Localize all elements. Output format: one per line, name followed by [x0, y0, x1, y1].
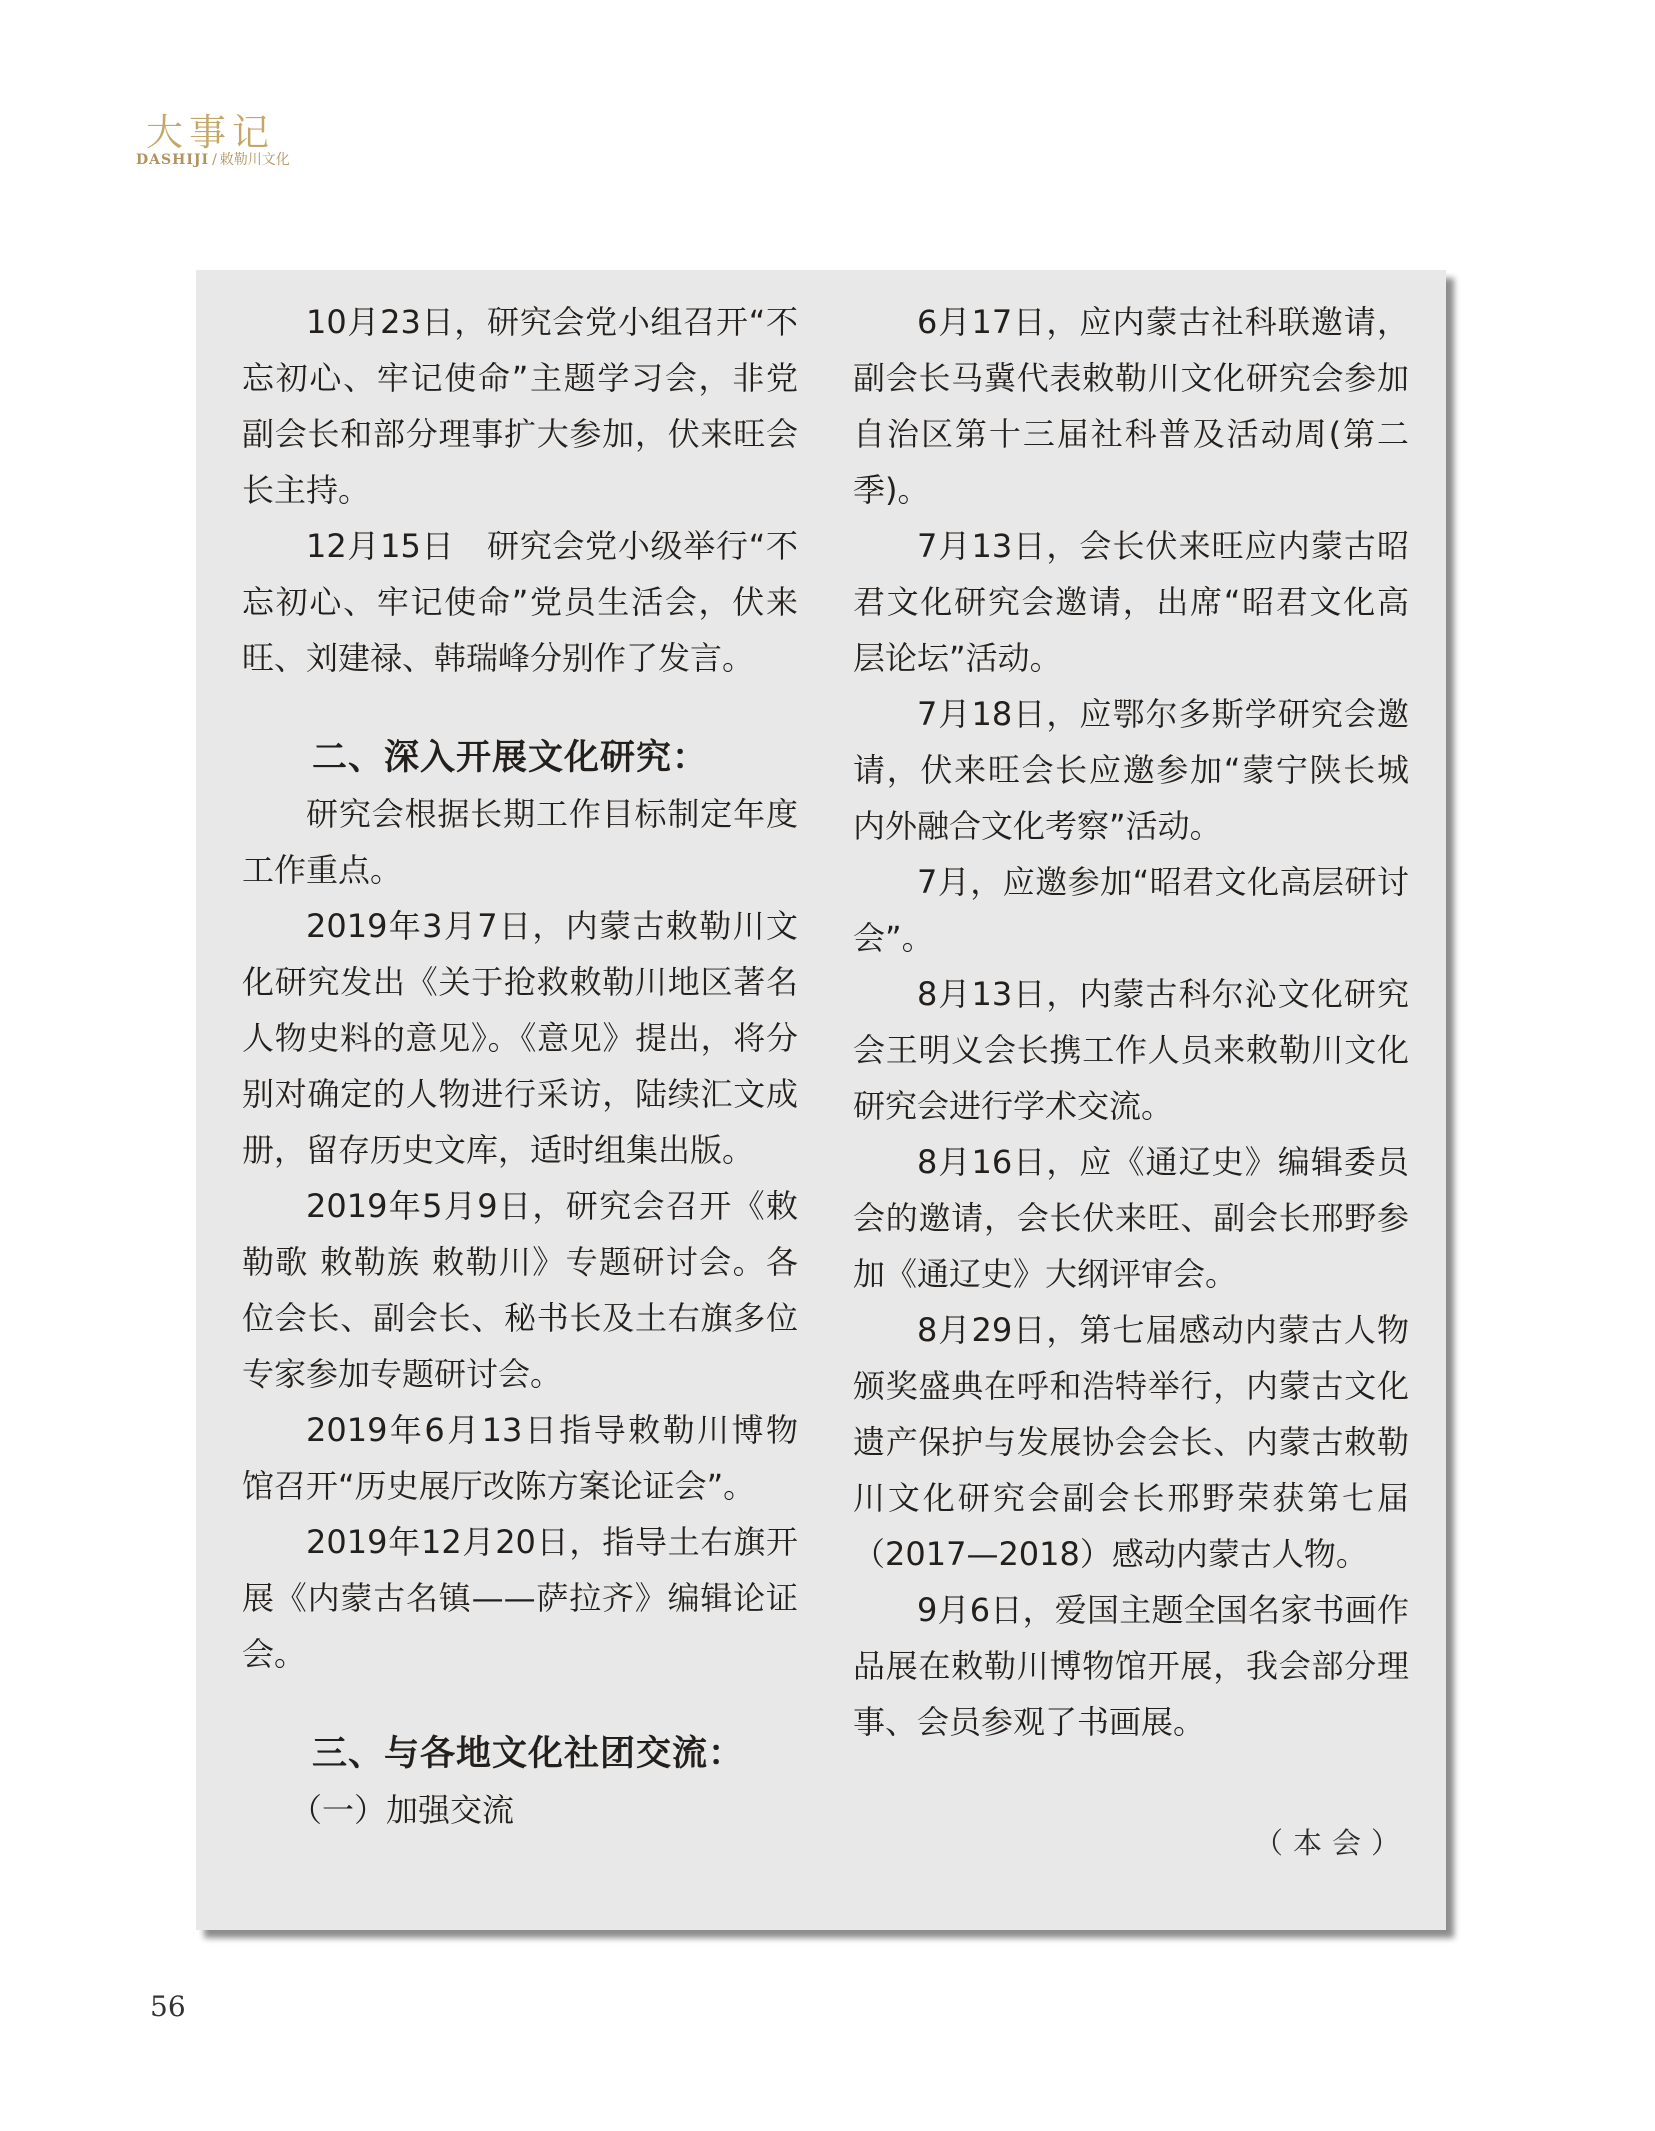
subtitle-chinese: 敕勒川文化 [219, 152, 290, 168]
paragraph: 7月18日，应鄂尔多斯学研究会邀请，伏来旺会长应邀参加“蒙宁陕长城内外融合文化考察”活动。 [853, 695, 1409, 845]
paragraph: 7月，应邀参加“昭君文化高层研讨会”。 [853, 863, 1409, 957]
paragraph: 12月15日 研究会党小级举行“不忘初心、牢记使命”党员生活会，伏来旺、刘建禄、韩瑞峰分别作了发言。 [242, 527, 798, 677]
subtitle-separator: / [212, 152, 217, 168]
paragraph: 研究会根据长期工作目标制定年度工作重点。 [242, 795, 798, 889]
page-number: 56 [150, 1990, 186, 2023]
section-heading: 三、与各地文化社团交流： [312, 1734, 745, 1774]
paragraph: 2019年5月9日，研究会召开《敕勒歌 敕勒族 敕勒川》专题研讨会。各位会长、副会长、秘书长及土右旗多位专家参加专题研讨会。 [242, 1187, 798, 1393]
paragraph: 8月16日，应《通辽史》编辑委员会的邀请，会长伏来旺、副会长邢野参加《通辽史》大纲评审会。 [853, 1143, 1409, 1293]
left-column [242, 294, 798, 1838]
paragraph: 6月17日，应内蒙古社科联邀请，副会长马冀代表敕勒川文化研究会参加自治区第十三届社科普及活动周(第二季)。 [853, 303, 1409, 509]
author-signature: （本会） [1253, 1826, 1410, 1860]
paragraph: 9月6日，爱国主题全国名家书画作品展在敕勒川博物馆开展，我会部分理事、会员参观了书画展。 [853, 1591, 1409, 1741]
section-subtitle [136, 149, 290, 169]
section-heading: 二、深入开展文化研究： [312, 738, 709, 778]
subsection-heading: （一）加强交流 [290, 1791, 515, 1829]
paragraph: 2019年6月13日指导敕勒川博物馆召开“历史展厅改陈方案论证会”。 [242, 1411, 798, 1505]
paragraph: 8月13日，内蒙古科尔沁文化研究会王明义会长携工作人员来敕勒川文化研究会进行学术交流。 [853, 975, 1409, 1125]
paragraph: 10月23日，研究会党小组召开“不忘初心、牢记使命”主题学习会，非党副会长和部分理事扩大参加，伏来旺会长主持。 [242, 303, 798, 509]
paragraph: 7月13日，会长伏来旺应内蒙古昭君文化研究会邀请，出席“昭君文化高层论坛”活动。 [853, 527, 1409, 677]
paragraph: 2019年12月20日，指导土右旗开展《内蒙古名镇——萨拉齐》编辑论证会。 [242, 1523, 798, 1673]
content-panel [196, 270, 1446, 1930]
paragraph: 2019年3月7日，内蒙古敕勒川文化研究发出《关于抢救敕勒川地区著名人物史料的意见》。《意见》提出，将分别对确定的人物进行采访，陆续汇文成册，留存历史文库，适时组集出版。 [242, 907, 798, 1169]
section-title: 大事记 [146, 111, 275, 154]
subtitle-latin: DASHIJI [136, 152, 210, 168]
paragraph: 8月29日，第七届感动内蒙古人物颁奖盛典在呼和浩特举行，内蒙古文化遗产保护与发展协会会长、内蒙古敕勒川文化研究会副会长邢野荣获第七届（2017—2018）感动内蒙古人物。 [853, 1311, 1409, 1573]
right-column [853, 294, 1409, 1750]
